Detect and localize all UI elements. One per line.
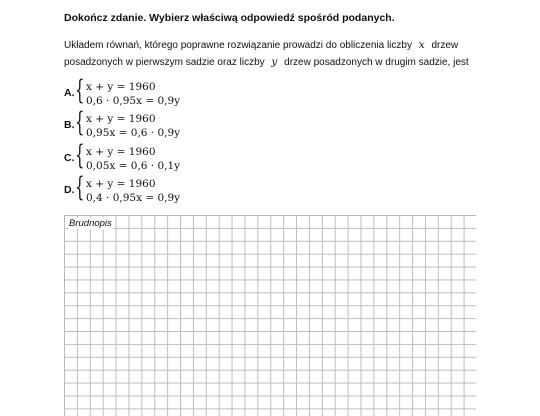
question-text-part: posadzonych w pierwszym sadzie oraz liczby — [64, 57, 265, 68]
question-text-part: drzew posadzonych w drugim sadzie, jest — [284, 57, 469, 68]
question-line-1 — [64, 37, 484, 54]
equation-2: 0,95x = 0,6 · 0,9y — [86, 127, 181, 139]
option-letter: A. — [64, 87, 75, 99]
variable-x: x — [418, 39, 425, 51]
question-text-part: drzew — [431, 40, 459, 51]
left-brace-icon: { — [75, 107, 85, 138]
scratchpad-label: Brudnopis — [69, 218, 112, 229]
option-letter: B. — [64, 119, 75, 131]
scratchpad-grid[interactable] — [64, 215, 476, 416]
equation-1: x + y = 1960 — [86, 113, 156, 125]
left-brace-icon: { — [75, 172, 85, 203]
question-text — [64, 37, 484, 71]
equation-1: x + y = 1960 — [86, 81, 156, 93]
equation-2: 0,05x = 0,6 · 0,1y — [86, 160, 181, 172]
variable-y: y — [271, 56, 278, 68]
equation-1: x + y = 1960 — [86, 146, 156, 158]
question-line-2 — [64, 54, 484, 71]
option-letter: C. — [64, 152, 75, 164]
task-instruction: Dokończ zdanie. Wybierz właściwą odpowiedź spośród podanych. — [64, 12, 395, 24]
equation-2: 0,4 · 0,95x = 0,9y — [86, 192, 181, 204]
left-brace-icon: { — [75, 140, 85, 171]
option-letter: D. — [64, 184, 75, 196]
answer-option-a[interactable] — [64, 75, 264, 107]
answer-option-d[interactable] — [64, 172, 264, 204]
left-brace-icon: { — [75, 75, 85, 106]
answer-option-c[interactable] — [64, 140, 264, 172]
equation-2: 0,6 · 0,95x = 0,9y — [86, 95, 181, 107]
equation-1: x + y = 1960 — [86, 178, 156, 190]
question-text-part: Układem równań, którego poprawne rozwiązanie prowadzi do obliczenia liczby — [64, 40, 412, 51]
answer-option-b[interactable] — [64, 107, 264, 139]
